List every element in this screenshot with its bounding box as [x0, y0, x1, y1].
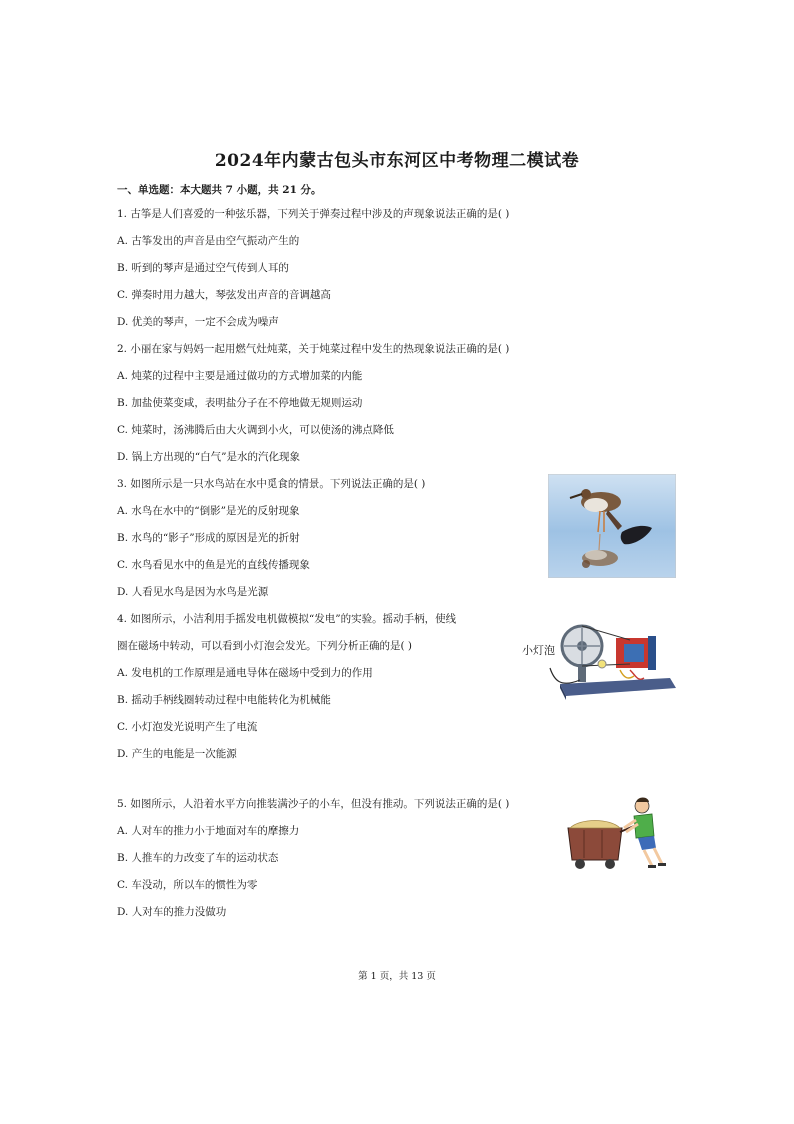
question-4-option-a: A. 发电机的工作原理是通电导体在磁场中受到力的作用	[117, 667, 373, 679]
light-bulb-label: 小灯泡	[522, 644, 555, 657]
hand-generator-figure	[520, 606, 680, 702]
question-1-option-d: D. 优美的琴声，一定不会成为噪声	[117, 316, 279, 328]
generator-image	[520, 606, 680, 702]
question-1-option-a: A. 古筝发出的声音是由空气振动产生的	[117, 235, 300, 247]
question-3-option-d: D. 人看见水鸟是因为水鸟是光源	[117, 586, 269, 598]
question-1-option-b: B. 听到的琴声是通过空气传到人耳的	[117, 262, 289, 274]
question-4-option-c: C. 小灯泡发光说明产生了电流	[117, 721, 258, 733]
question-3-stem: 3. 如图所示是一只水鸟站在水中觅食的情景。下列说法正确的是( )	[117, 478, 426, 490]
question-2-option-a: A. 炖菜的过程中主要是通过做功的方式增加菜的内能	[117, 370, 363, 382]
question-4-stem-line-1: 4. 如图所示，小洁利用手摇发电机做模拟“发电”的实验。摇动手柄，使线	[117, 613, 457, 625]
question-2-stem: 2. 小丽在家与妈妈一起用燃气灶炖菜，关于炖菜过程中发生的热现象说法正确的是( )	[117, 343, 510, 355]
question-3-option-c: C. 水鸟看见水中的鱼是光的直线传播现象	[117, 559, 310, 571]
question-1-stem: 1. 古筝是人们喜爱的一种弦乐器，下列关于弹奏过程中涉及的声现象说法正确的是( )	[117, 208, 510, 220]
section-heading: 一、单选题：本大题共 7 小题，共 21 分。	[117, 184, 322, 196]
question-4-option-b: B. 摇动手柄线圈转动过程中电能转化为机械能	[117, 694, 331, 706]
page-title: 2024年内蒙古包头市东河区中考物理二模试卷	[214, 151, 580, 171]
question-5-stem: 5. 如图所示，人沿着水平方向推装满沙子的小车，但没有推动。下列说法正确的是( )	[117, 798, 510, 810]
question-5-option-c: C. 车没动，所以车的惯性为零	[117, 879, 258, 891]
water-bird-image	[548, 474, 676, 578]
question-2-option-c: C. 炖菜时，汤沸腾后由大火调到小火，可以使汤的沸点降低	[117, 424, 394, 436]
question-5-option-d: D. 人对车的推力没做功	[117, 906, 227, 918]
pushing-cart-figure	[562, 792, 672, 872]
water-bird-figure	[548, 474, 676, 578]
pushing-cart-image	[562, 792, 672, 872]
question-2-option-b: B. 加盐使菜变咸，表明盐分子在不停地做无规则运动	[117, 397, 363, 409]
question-1-option-c: C. 弹奏时用力越大，琴弦发出声音的音调越高	[117, 289, 331, 301]
question-4-stem-line-2: 圈在磁场中转动，可以看到小灯泡会发光。下列分析正确的是( )	[117, 640, 413, 652]
question-5-option-a: A. 人对车的推力小于地面对车的摩擦力	[117, 825, 300, 837]
question-3-option-b: B. 水鸟的“影子”形成的原因是光的折射	[117, 532, 300, 544]
question-3-option-a: A. 水鸟在水中的“倒影”是光的反射现象	[117, 505, 300, 517]
question-4-option-d: D. 产生的电能是一次能源	[117, 748, 237, 760]
question-5-option-b: B. 人推车的力改变了车的运动状态	[117, 852, 279, 864]
page-footer: 第 1 页，共 13 页	[358, 971, 436, 982]
question-2-option-d: D. 锅上方出现的“白气”是水的汽化现象	[117, 451, 300, 463]
